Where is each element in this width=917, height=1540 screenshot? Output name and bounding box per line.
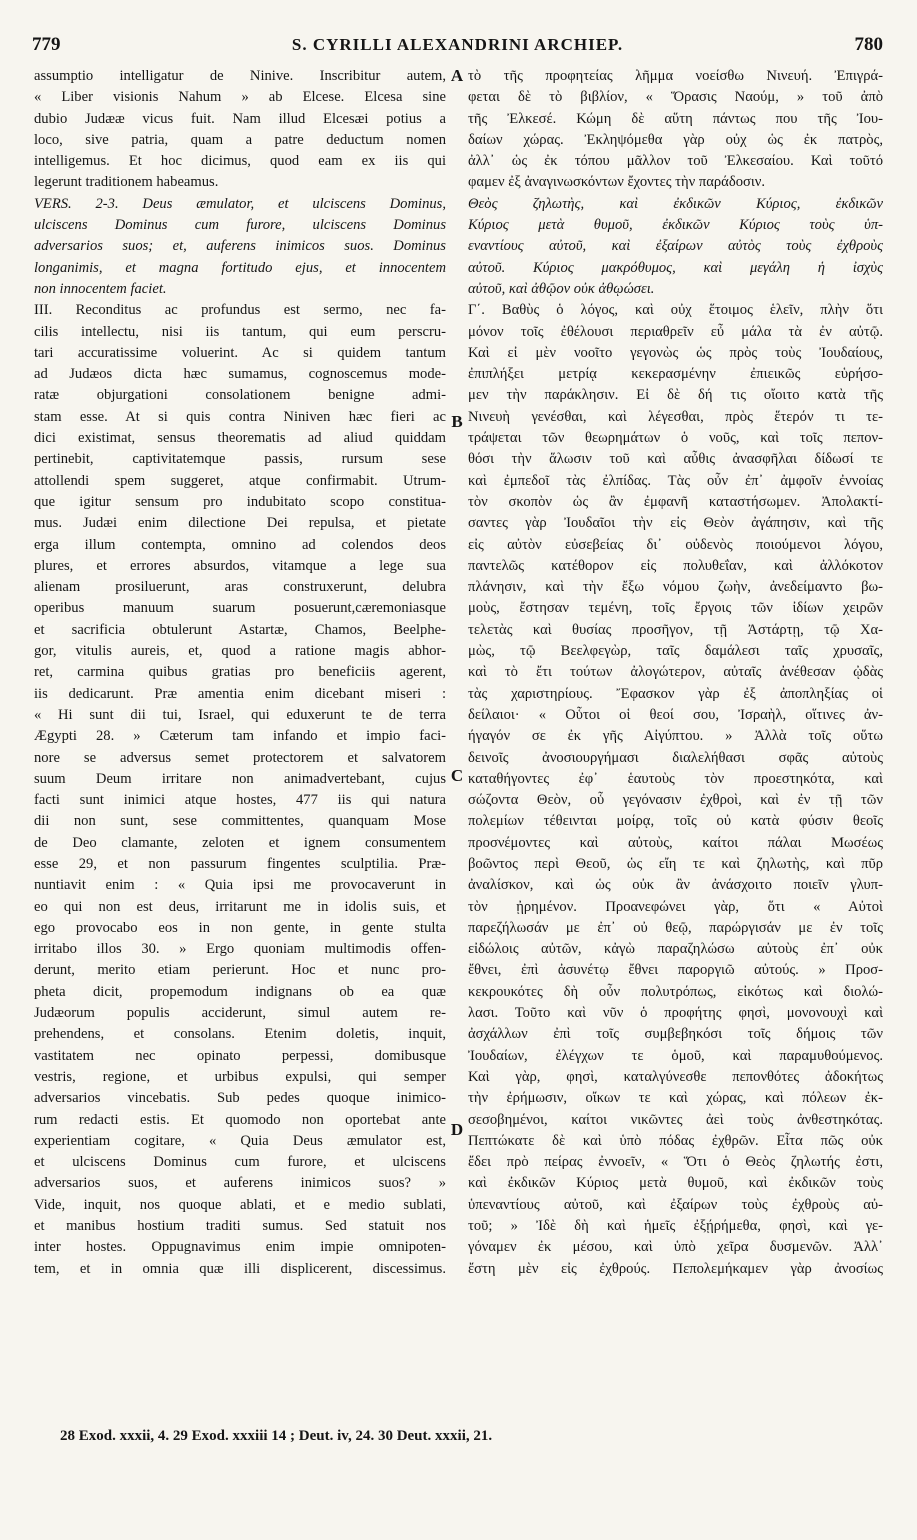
text-line: et ulciscens Dominus cum furore, et ulciscens xyxy=(34,1154,446,1171)
text-line: de Deo clamante, zeloten et ignem consumentem xyxy=(34,834,446,851)
text-line: Καὶ εἰ μὲν νοοῖτο γεγονὼς ὡς πρὸς τοὺς Ἰουδαίους, xyxy=(468,344,883,361)
running-title: S. CYRILLI ALEXANDRINI ARCHIEP. xyxy=(291,35,624,54)
text-line: σώζοντα Θεὸν, οὗ γεγόνασιν ἐχθροὶ, καὶ ἐν τῇ τῶν xyxy=(468,792,883,809)
text-line: εἰς αὐτὸν εὐσεβείας δι᾽ οὐδενὸς ποιούμενοι λόγου, xyxy=(468,536,883,553)
text-line: intelligemus. Et hoc dicimus, quod eam ex iis qui xyxy=(34,153,446,170)
text-line: que igitur sensum pro indubitato scopo constitua- xyxy=(34,493,446,510)
text-line: ulciscens Dominus cum furore, ulciscens Dominus xyxy=(34,217,446,234)
text-line: longanimis, et magna fortitudo ejus, et innocentem xyxy=(34,259,446,276)
text-line: αὐτοῦ, καὶ ἀθῷον οὐκ ἀθῳώσει. xyxy=(468,280,655,297)
text-line: dici existimat, sensus theorematis ad aliud quiddam xyxy=(34,430,446,447)
text-line: adversarios suos; et, auferens inimicos suos. Dominus xyxy=(34,238,446,255)
page-number-left: 779 xyxy=(32,34,61,55)
greek-column xyxy=(468,66,883,1280)
text-line: dii non sunt, sese committentes, quanquam Mose xyxy=(34,813,446,830)
page-header xyxy=(32,34,883,60)
text-line: plures, et errores absurdos, vitamque a lege sua xyxy=(34,557,446,574)
text-line: cilis intellectu, nisi iis tantum, qui eum perscru- xyxy=(34,323,446,340)
text-line: μεν τὴν παράκλησιν. Εἰ δὲ δή τις οἴοιτο κατὰ τῆς xyxy=(468,387,883,404)
text-line: tem, et in omnia quæ illi displicerent, discessimus. xyxy=(34,1260,446,1277)
text-line: ἔδει πρὸ πείρας ἐννοεῖν, « Ὅτι ὁ Θεὸς ζηλωτής ἐστι, xyxy=(468,1154,883,1171)
text-line: μὼς, τῷ Βεελφεγὼρ, ταῖς δαμάλεσι ταῖς χρυσαῖς, xyxy=(468,643,883,660)
text-line: et sacrificia obtulerunt Astartæ, Chamos, Beelphe- xyxy=(34,621,446,638)
text-line: ἔθνει, ἐπὶ ἀσυνέτῳ ἔθνει παροργιῶ αὐτούς. » Προσ- xyxy=(468,962,883,979)
text-line: λασι. Τοῦτο καὶ νῦν ὁ προφήτης φησὶ, μονονουχὶ καὶ xyxy=(468,1005,883,1022)
footnotes: 28 Exod. xxxii, 4. 29 Exod. xxxiii 14 ; Deut. iv, 24. 30 Deut. xxxii, 21. xyxy=(60,1428,493,1444)
text-line: τὴν ἐρήμωσιν, οἴκων τε καὶ χώρας, καὶ πόλεων ἐκ- xyxy=(468,1090,883,1107)
text-line: « Liber visionis Nahum » ab Elcese. Elcesa sine xyxy=(34,89,446,106)
text-line: ὑπεναντίους αὐτοῦ, καὶ ἐξαίρων τοὺς ἐχθροὺς αὐ- xyxy=(468,1196,883,1213)
text-line: pheta dicit, propemodum indignans ob ea quæ xyxy=(34,983,446,1000)
text-line: καταθήγοντες ἐφ᾽ ἑαυτοὺς τὸν προεστηκότα, καὶ xyxy=(468,770,883,787)
text-line: Ἰουδαίων, ἐλέγχων τε ὁμοῦ, καὶ παραμυθούμενος. xyxy=(468,1047,883,1064)
text-line: Vide, inquit, nos quoque ablati, et e medio sublati, xyxy=(34,1196,446,1213)
text-line: τῆς Ἐλκεσέ. Κώμη δὲ αὕτη πάντως που τῆς Ἰου- xyxy=(468,110,883,127)
text-line: operibus manuum suarum posuerunt,cæremoniasque xyxy=(34,600,446,617)
text-line: « Hi sunt dii tui, Israel, qui eduxerunt te de terra xyxy=(34,706,446,723)
text-line: VERS. 2-3. Deus æmulator, et ulciscens Dominus, xyxy=(34,195,446,212)
section-marker-a: A xyxy=(450,66,464,85)
text-line: nuntiavit enim : « Quia ipsi me provocaverunt in xyxy=(34,877,446,894)
latin-column xyxy=(34,66,446,1280)
text-line: non innocentem faciet. xyxy=(34,280,167,297)
section-marker-d: D xyxy=(450,1120,464,1139)
text-line: eo qui non est deus, irritarunt me in idolis suis, et xyxy=(34,898,446,915)
text-line: δείλαιοι· « Οὗτοι οἱ θεοί σου, Ἰσραὴλ, οἵτινες ἀν- xyxy=(468,706,883,723)
text-line: βοῶντος περὶ Θεοῦ, ὡς εἴη τε καὶ ζηλωτὴς, καὶ πῦρ xyxy=(468,855,883,872)
text-line: prehendens, et consolans. Etenim doletis, inquit, xyxy=(34,1026,446,1043)
text-line: facti sunt inimici atque hostes, 477 iis qui natura xyxy=(34,792,446,809)
text-line: esse 29, et non passurum fingentes sculptilia. Præ- xyxy=(34,855,446,872)
text-line: Κύριος μετὰ θυμοῦ, ἐκδικῶν Κύριος τοὺς ὑπ- xyxy=(468,217,883,234)
text-line: καὶ τὸ ἔτι τούτων ἀλογώτερον, αὐταῖς ἀνέθεσαν ᾠδὰς xyxy=(468,664,883,681)
text-line: ego provocabo eos in non gente, in gente stulta xyxy=(34,919,446,936)
text-line: gor, vitulis aureis, et, quod a ratione magis abhor- xyxy=(34,643,446,660)
text-line: nore se adversus semet protectorem et salvatorem xyxy=(34,749,446,766)
text-line: καὶ ἐκδικῶν Κύριος μετὰ θυμοῦ, καὶ ἐκδικῶν τοὺς xyxy=(468,1175,883,1192)
text-line: ἀσχάλλων ἐπὶ τοῖς συμβεβηκόσι τοῖς δήμοις τῶν xyxy=(468,1026,883,1043)
text-line: ήγαγόν σε ἐκ γῆς Αἰγύπτου. » Ἀλλὰ τοῖς οὕτω xyxy=(468,728,883,745)
text-line: stam esse. At si quis contra Niniven hæc fieri ac xyxy=(34,408,446,425)
text-line: Νινευὴ γενέσθαι, καὶ λέγεσθαι, πρὸς ἕτερόν τι τε- xyxy=(468,408,883,425)
text-line: alienam prosiluerunt, aras construxerunt, delubra xyxy=(34,579,446,596)
section-marker-c: C xyxy=(450,766,464,785)
text-line: ret, carmina quibus gratias pro beneficiis agerent, xyxy=(34,664,446,681)
text-line: γόναμεν ἐκ μέσου, καὶ ὑπὸ χεῖρα δυσμενῶν. Ἀλλ᾽ xyxy=(468,1239,883,1256)
text-line: τοῦ; » Ἰδὲ δὴ καὶ ἡμεῖς ἐξῄρήμεθα, φησὶ, καὶ γε- xyxy=(468,1218,883,1235)
text-line: φεται δὲ τὸ βιβλίον, « Ὅρασις Ναούμ, » τοῦ ἀπὸ xyxy=(468,89,883,106)
text-line: τὸ τῆς προφητείας λῆμμα νοείσθω Νινευή. Ἐπιγρά- xyxy=(468,68,883,84)
text-line: αὐτοῦ. Κύριος μακρόθυμος, καὶ μεγάλη ἡ ἰσχὺς xyxy=(468,259,883,276)
text-line: μόνον τοῖς ἐθέλουσι περιαθρεῖν εὖ μάλα τὰ ἐν αὐτῷ. xyxy=(468,323,883,340)
text-line: φαμεν ἐξ ἀναγινωσκόντων ἔχοντες τὴν παράδοσιν. xyxy=(468,174,766,191)
text-line: mus. Judæi enim dilectione Dei repulsa, et pietate xyxy=(34,515,446,532)
text-line: erga illum contempta, omnino ad colendos deos xyxy=(34,536,446,553)
text-line: τελετὰς καὶ θυσίας προσῆγον, τῇ Ἀστάρτῃ, τῷ Χα- xyxy=(468,621,883,638)
section-marker-b: B xyxy=(451,412,463,431)
text-line: tari accuratissime voluerint. Ac si quidem tantum xyxy=(34,344,446,361)
text-line: ἐπιπλήξει μετρίᾳ κεκερασμένην ἐπιεικῶς εὑρήσο- xyxy=(468,366,883,383)
text-line: τὸν ᾐρημένον. Προανεφώνει γὰρ, ὅτι « Αὐτοὶ xyxy=(468,898,883,915)
text-line: τὰς χαριστηρίους. Ἔφασκον γὰρ ἐξ ἀποπληξίας οἱ xyxy=(468,685,883,702)
text-line: III. Reconditus ac profundus est sermo, nec fa- xyxy=(34,302,446,319)
text-line: θόσι τὴν ἅλωσιν τοῦ καὶ αὖθις ἀνασφῆλαι δίδωσί τε xyxy=(468,451,883,468)
text-line: loco, sive patria, quam a patre deductum nomen xyxy=(34,131,446,148)
text-line: vestris, regione, et urbibus expulsi, qui semper xyxy=(34,1068,446,1085)
text-line: Πεπτώκατε δὲ καὶ ὑπὸ πόδας ἐχθρῶν. Εἶτα πῶς οὐκ xyxy=(468,1132,883,1149)
text-line: σεσοβημένοι, καίτοι νικῶντες ἀεὶ τοὺς ἀνθεστηκότας. xyxy=(468,1111,883,1128)
text-line: suum Deum irritare non animadvertebant, cujus xyxy=(34,770,446,787)
text-line: προσνέμοντες καὶ αὐτοὺς, καίτοι πάλαι Μωσέως xyxy=(468,834,883,851)
text-line: Judæorum populis acciderunt, simul autem re- xyxy=(34,1005,446,1022)
text-line: παντελῶς κατέθορον εἰς πολυθεΐαν, καὶ ἀλλόκοτον xyxy=(468,557,883,574)
text-line: vastitatem nec opinato perpessi, domibusque xyxy=(34,1047,446,1064)
text-line: ratæ objurgationi consolationem benigne admi- xyxy=(34,387,446,404)
text-line: rum redacti estis. Et quomodo non oportebat ante xyxy=(34,1111,446,1128)
text-line: παρεζήλωσάν με ἐπ᾽ οὐ θεῷ, παρώργισάν με ἐν τοῖς xyxy=(468,919,883,936)
text-line: δαίων χώρας. Ἐκληψόμεθα γὰρ οὐχ ὡς ἐκ πατρὸς, xyxy=(468,131,883,148)
text-line: adversarios suos, et auferens inimicos suos? » xyxy=(34,1175,446,1192)
text-line: Θεὸς ζηλωτὴς, καὶ ἐκδικῶν Κύριος, ἐκδικῶν xyxy=(468,195,883,212)
text-line: εἰδώλοις αὐτῶν, κἀγὼ παραζηλώσω αὐτοὺς ἐπ᾽ οὐκ xyxy=(468,941,883,958)
text-line: adversarios vincebatis. Sub pedes quoque inimico- xyxy=(34,1090,446,1107)
text-line: πολεμίων τέθεινται μοίρᾳ, τοῖς οὐ κατὰ φύσιν θεοῖς xyxy=(468,813,883,830)
text-line: σαντες γὰρ Ἰουδαῖοι τὴν εἰς Θεὸν ἀγάπησιν, καὶ τῆς xyxy=(468,515,883,532)
text-line: assumptio intelligatur de Ninive. Inscribitur autem, xyxy=(34,68,446,84)
text-line: Ægypti 28. » Cæterum tam infando et impio faci- xyxy=(34,728,446,745)
text-line: derunt, merito etiam perierunt. Hoc et nunc pro- xyxy=(34,962,446,979)
text-line: experientiam cogitare, « Quia Deus æmulator est, xyxy=(34,1132,446,1149)
text-line: attollendi spem suggeret, atque confirmabit. Utrum- xyxy=(34,472,446,489)
text-line: κεκρουκότες δὴ οὖν πολυτρόπως, εἰκότως καὶ διολώ- xyxy=(468,983,883,1000)
text-line: irritabo illos 30. » Ergo quoniam multimodis offen- xyxy=(34,941,446,958)
text-line: inter hostes. Oppugnavimus enim impie omnipoten- xyxy=(34,1239,446,1256)
text-line: μοὺς, ἔστησαν τεμένη, τοῖς ἔργοις τῶν ἰδίων χειρῶν xyxy=(468,600,883,617)
text-line: εναντίους αὐτοῦ, καὶ ἐξαίρων αὐτὸς τοὺς ἐχθροὺς xyxy=(468,238,883,255)
text-line: et manibus hostium traditi sumus. Sed statuit nos xyxy=(34,1218,446,1235)
page-number-right: 780 xyxy=(854,34,883,55)
text-line: ad Judæos dicta hæc sumamus, cognoscemus mode- xyxy=(34,366,446,383)
text-line: πλάνησιν, καὶ τὴν ἔξω νόμου ζωὴν, ἀνεδείμαντο βω- xyxy=(468,579,883,596)
text-line: dubio Judææ vicus fuit. Nam illud Elcesæi potius a xyxy=(34,110,446,127)
text-line: καὶ ἐμπεδοῖ τὰς ἐλπίδας. Τὰς οὖν ἐπ᾽ ἀμφοῖν ἐννοίας xyxy=(468,472,883,489)
text-line: pertinebit, captivitatemque passis, rursum sese xyxy=(34,451,446,468)
text-line: δεινοῖς ἀνοσιουργήμασι διαλελήθασι σφᾶς αὐτοὺς xyxy=(468,749,883,766)
text-line: ἀλλ᾽ ὡς ἐκ τόπου μᾶλλον τοῦ Ἐλκεσαίου. Καὶ τοῦτό xyxy=(468,153,883,170)
text-line: ἀναλίσκον, καὶ ὡς οὐκ ἂν ἀνάσχοιτο ποιεῖν γλυπ- xyxy=(468,877,883,894)
text-line: legerunt traditionem habeamus. xyxy=(34,174,219,191)
text-line: iis dedicarunt. Præ amentia enim dicebant miseri : xyxy=(34,685,446,702)
text-line: τράψεται τῶν θεωρημάτων ὁ νοῦς, καὶ τοῖς πεπον- xyxy=(468,430,883,447)
text-line: Καὶ γὰρ, φησὶ, καταλγύνεσθε πεπονθότες ἀδοκήτως xyxy=(468,1068,883,1085)
text-line: ἔστη μὲν εἰς ἐχθρούς. Πεπολεμήκαμεν γὰρ ἀνοσίως xyxy=(468,1260,883,1277)
text-line: Γ΄. Βαθὺς ὁ λόγος, καὶ οὐχ ἕτοιμος ἑλεῖν, πλὴν ὅτι xyxy=(468,302,883,319)
text-line: τὸν σκοπὸν ὡς ἂν ἐμφανῆ καταστήσωμεν. Ἀπολακτί- xyxy=(468,493,883,510)
